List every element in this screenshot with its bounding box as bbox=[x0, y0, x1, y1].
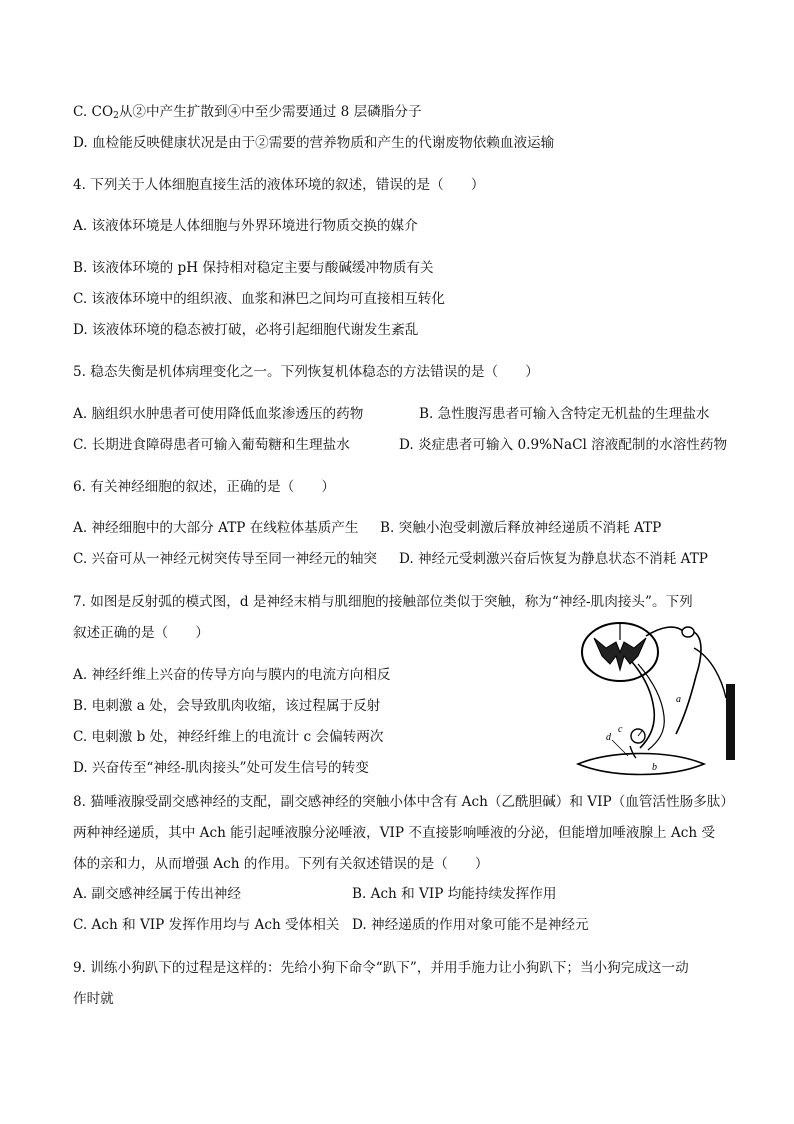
q4-option-b: B. 该液体环境的 pH 保持相对稳定主要与酸碱缓冲物质有关 bbox=[73, 260, 434, 276]
q5-option-b: B. 急性腹泻患者可输入含特定无机盐的生理盐水 bbox=[419, 406, 710, 422]
q9-stem-line1: 9. 训练小狗趴下的过程是这样的：先给小狗下命令“趴下”，并用手施力让小狗趴下；当小狗完成这一动 bbox=[73, 960, 689, 976]
q9-stem-line2: 作时就 bbox=[73, 991, 114, 1007]
q6-stem: 6. 有关神经细胞的叙述，正确的是（ ） bbox=[73, 479, 335, 495]
q7-option-a: A. 神经纤维上兴奋的传导方向与膜内的电流方向相反 bbox=[73, 667, 391, 683]
q8-stem-line3: 体的亲和力，从而增强 Ach 的作用。下列有关叙述错误的是（ ） bbox=[73, 856, 489, 872]
q4-stem: 4. 下列关于人体细胞直接生活的液体环境的叙述，错误的是（ ） bbox=[73, 177, 485, 193]
q5-option-a: A. 脑组织水肿患者可使用降低血浆渗透压的药物 bbox=[73, 406, 364, 422]
q8-stem-line1: 8. 猫唾液腺受副交感神经的支配，副交感神经的突触小体中含有 Ach（乙酰胆碱）和 VIP（血管活性肠多肽） bbox=[73, 794, 734, 810]
q5-stem: 5. 稳态失衡是机体病理变化之一。下列恢复机体稳态的方法错误的是（ ） bbox=[73, 364, 539, 380]
label-c: c bbox=[618, 724, 623, 735]
muscle-b bbox=[578, 754, 704, 775]
q8-stem-line2: 两种神经递质，其中 Ach 能引起唾液腺分泌唾液，VIP 不直接影响唾液的分泌，但能增加唾液腺上 Ach 受 bbox=[73, 825, 716, 841]
ganglion bbox=[682, 627, 694, 637]
q7-stem-line1: 7. 如图是反射弧的模式图，d 是神经末梢与肌细胞的接触部位类似于突触，称为“神经-肌肉接头”。下列 bbox=[73, 594, 693, 610]
q3-option-c: C. $CO_2$从②中产生扩散到④中至少需要通过 8 层磷脂分子 bbox=[73, 104, 422, 121]
q8-option-d: D. 神经递质的作用对象可能不是神经元 bbox=[352, 917, 589, 933]
q6-option-b: B. 突触小泡受刺激后释放神经递质不消耗 ATP bbox=[380, 520, 662, 536]
q5-option-d: D. 炎症患者可输入 0.9%NaCl 溶液配制的水溶性药物 bbox=[399, 437, 728, 453]
q3-option-d: D. 血检能反映健康状况是由于②需要的营养物质和产生的代谢废物依赖血液运输 bbox=[73, 135, 555, 151]
reflex-arc-diagram bbox=[572, 618, 740, 778]
label-b: b bbox=[652, 762, 657, 773]
q7-stem-line2: 叙述正确的是（ ） bbox=[73, 625, 209, 641]
q4-option-a: A. 该液体环境是人体细胞与外界环境进行物质交换的媒介 bbox=[73, 218, 418, 234]
receptor-bar bbox=[726, 684, 735, 760]
q4-option-c: C. 该液体环境中的组织液、血浆和淋巴之间均可直接相互转化 bbox=[73, 291, 445, 307]
q8-option-a: A. 副交感神经属于传出神经 bbox=[73, 886, 241, 902]
q7-option-d: D. 兴奋传至“神经-肌肉接头”处可发生信号的转变 bbox=[73, 760, 369, 776]
q6-option-d: D. 神经元受刺激兴奋后恢复为静息状态不消耗 ATP bbox=[399, 551, 708, 567]
q6-option-c: C. 兴奋可从一神经元树突传导至同一神经元的轴突 bbox=[73, 551, 378, 567]
label-d: d bbox=[606, 732, 611, 743]
q8-option-b: B. Ach 和 VIP 均能持续发挥作用 bbox=[352, 886, 557, 902]
q4-option-d: D. 该液体环境的稳态被打破，必将引起细胞代谢发生紊乱 bbox=[73, 322, 419, 338]
q7-option-b: B. 电刺激 a 处，会导致肌肉收缩，该过程属于反射 bbox=[73, 698, 381, 714]
q8-option-c: C. Ach 和 VIP 发挥作用均与 Ach 受体相关 bbox=[73, 917, 340, 933]
q7-option-c: C. 电刺激 b 处，神经纤维上的电流计 c 会偏转两次 bbox=[73, 729, 384, 745]
q6-option-a: A. 神经细胞中的大部分 ATP 在线粒体基质产生 bbox=[73, 520, 359, 536]
label-a: a bbox=[676, 694, 681, 705]
q5-option-c: C. 长期进食障碍患者可输入葡萄糖和生理盐水 bbox=[73, 437, 350, 453]
